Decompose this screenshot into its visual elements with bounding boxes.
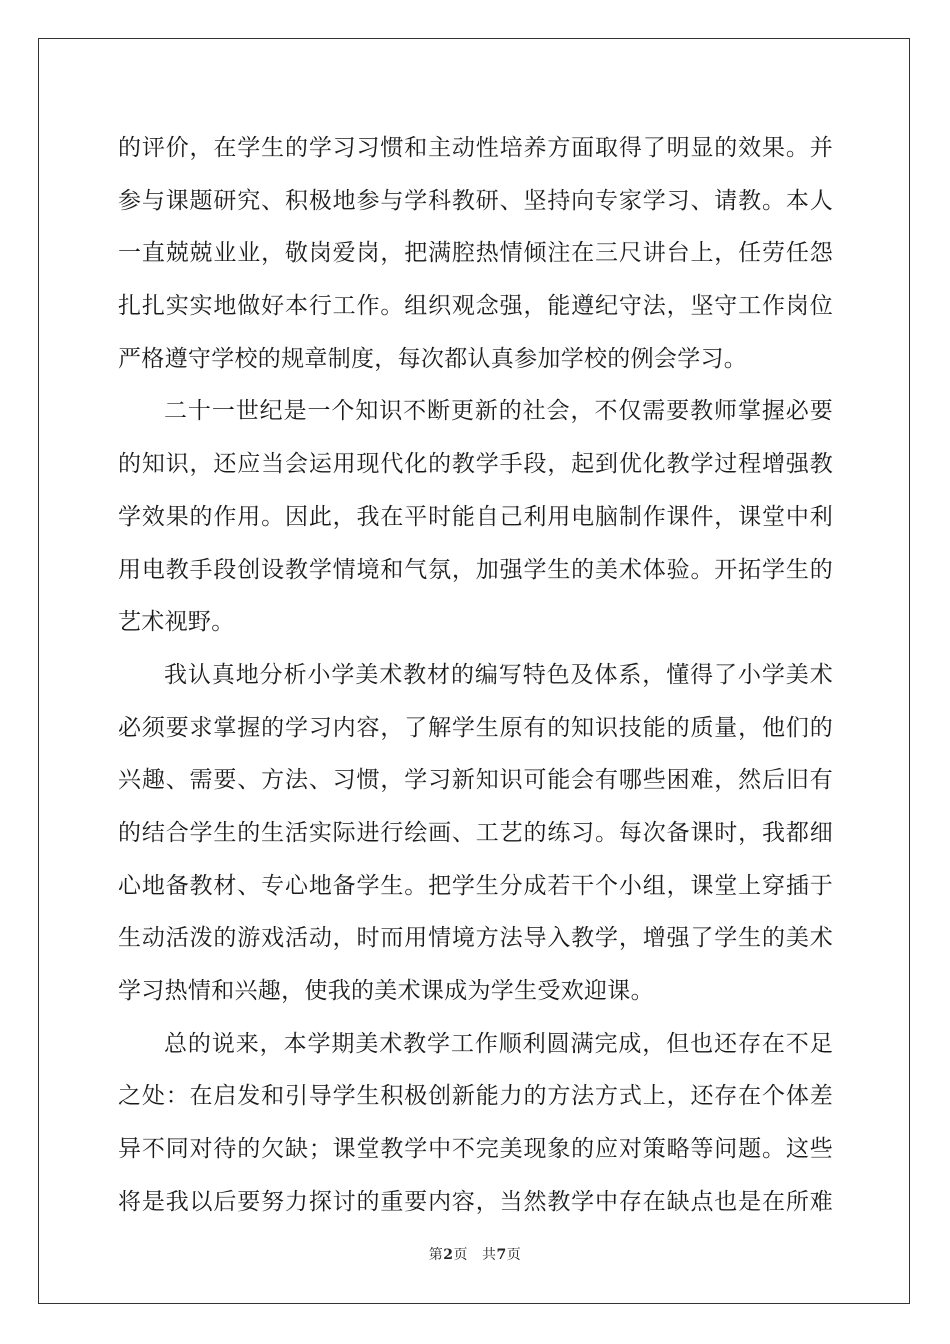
- total-pages: 7: [496, 1247, 507, 1263]
- text-line: 的评价，在学生的学习习惯和主动性培养方面取得了明显的效果。并: [118, 135, 833, 161]
- text-line: 学效果的作用。因此，我在平时能自己利用电脑制作课件，课堂中利: [118, 503, 833, 530]
- text-line: 之处：在启发和引导学生积极创新能力的方法方式上，还存在个体差: [118, 1083, 833, 1110]
- text-line: 参与课题研究、积极地参与学科教研、坚持向专家学习、请教。本人: [118, 187, 833, 214]
- text-line: 生动活泼的游戏活动，时而用情境方法导入教学，增强了学生的美术: [118, 925, 833, 952]
- text-line: 将是我以后要努力探讨的重要内容，当然教学中存在缺点也是在所难: [118, 1188, 833, 1215]
- page-suffix: 页: [453, 1247, 468, 1263]
- text-line: 严格遵守学校的规章制度，每次都认真参加学校的例会学习。: [118, 345, 748, 372]
- text-line: 总的说来，本学期美术教学工作顺利圆满完成，但也还存在不足: [164, 1030, 833, 1057]
- page-prefix: 第: [428, 1247, 444, 1263]
- text-line: 一直兢兢业业，敬岗爱岗，把满腔热情倾注在三尺讲台上，任劳任怨: [118, 240, 833, 267]
- total-prefix: 共: [482, 1247, 497, 1263]
- text-line: 二十一世纪是一个知识不断更新的社会，不仅需要教师掌握必要: [164, 398, 833, 425]
- text-line: 我认真地分析小学美术教材的编写特色及体系，懂得了小学美术: [164, 661, 833, 688]
- total-suffix: 页: [506, 1247, 522, 1263]
- text-line: 心地备教材、专心地备学生。把学生分成若干个小组，课堂上穿插于: [118, 872, 833, 899]
- document-body: [118, 130, 833, 1236]
- text-line: 兴趣、需要、方法、习惯，学习新知识可能会有哪些困难，然后旧有: [118, 767, 833, 794]
- text-line: 用电教手段创设教学情境和气氛，加强学生的美术体验。开拓学生的: [118, 556, 833, 583]
- text-line: 扎扎实实地做好本行工作。组织观念强，能遵纪守法，坚守工作岗位: [118, 293, 833, 320]
- text-line: 艺术视野。: [118, 609, 235, 636]
- page-number: 2: [443, 1247, 454, 1263]
- text-line: 学习热情和兴趣，使我的美术课成为学生受欢迎课。: [118, 978, 654, 1004]
- text-line: 必须要求掌握的学习内容，了解学生原有的知识技能的质量，他们的: [118, 714, 833, 741]
- text-line: 的知识，还应当会运用现代化的教学手段，起到优化教学过程增强教: [118, 451, 833, 478]
- text-line: 异不同对待的欠缺；课堂教学中不完美现象的应对策略等问题。这些: [118, 1136, 833, 1163]
- text-line: 的结合学生的生活实际进行绘画、工艺的练习。每次备课时，我都细: [118, 819, 833, 846]
- page-footer: [0, 1244, 950, 1264]
